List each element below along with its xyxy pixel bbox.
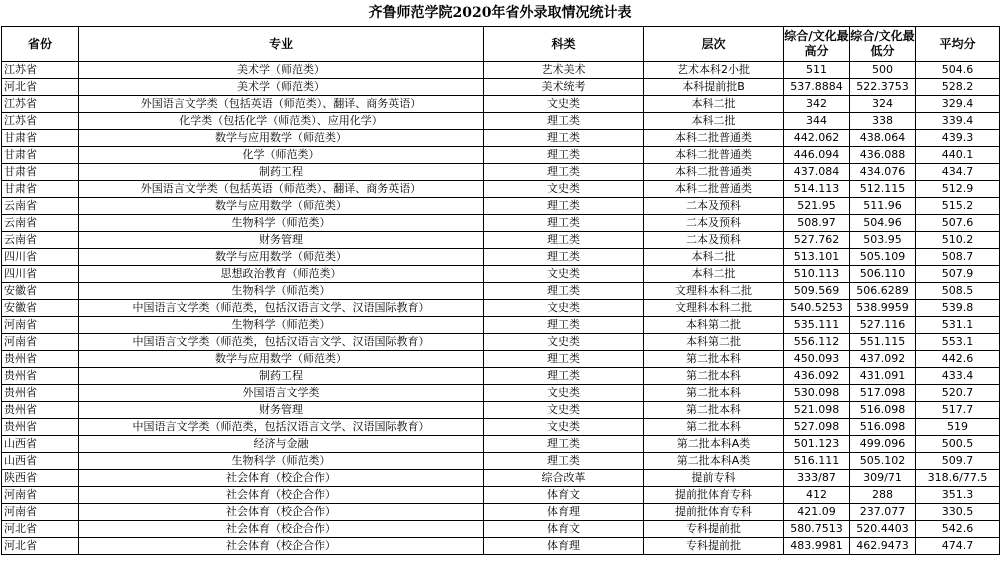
table-row bbox=[2, 249, 1000, 266]
cell-average: 520.7 bbox=[916, 385, 1000, 402]
table-row bbox=[2, 181, 1000, 198]
cell-max-score: 421.09 bbox=[784, 504, 850, 521]
cell-average: 442.6 bbox=[916, 351, 1000, 368]
cell-max-score: 450.093 bbox=[784, 351, 850, 368]
cell-level: 艺术本科2小批 bbox=[644, 62, 784, 79]
cell-average: 515.2 bbox=[916, 198, 1000, 215]
cell-level: 二本及预科 bbox=[644, 215, 784, 232]
cell-min-score: 499.096 bbox=[850, 436, 916, 453]
cell-min-score: 338 bbox=[850, 113, 916, 130]
cell-subject: 理工类 bbox=[484, 130, 644, 147]
cell-subject: 理工类 bbox=[484, 368, 644, 385]
cell-max-score: 556.112 bbox=[784, 334, 850, 351]
cell-level: 文理科本科二批 bbox=[644, 300, 784, 317]
cell-subject: 美术统考 bbox=[484, 79, 644, 96]
cell-subject: 理工类 bbox=[484, 113, 644, 130]
cell-subject: 文史类 bbox=[484, 96, 644, 113]
admission-table bbox=[1, 26, 1000, 555]
cell-average: 351.3 bbox=[916, 487, 1000, 504]
cell-subject: 理工类 bbox=[484, 283, 644, 300]
cell-min-score: 324 bbox=[850, 96, 916, 113]
cell-max-score: 580.7513 bbox=[784, 521, 850, 538]
cell-major: 中国语言文学类（师范类，包括汉语言文学、汉语国际教育） bbox=[79, 300, 484, 317]
cell-province: 贵州省 bbox=[2, 385, 79, 402]
cell-min-score: 288 bbox=[850, 487, 916, 504]
cell-average: 433.4 bbox=[916, 368, 1000, 385]
cell-max-score: 508.97 bbox=[784, 215, 850, 232]
cell-min-score: 538.9959 bbox=[850, 300, 916, 317]
cell-average: 542.6 bbox=[916, 521, 1000, 538]
cell-major: 数学与应用数学（师范类） bbox=[79, 351, 484, 368]
table-row bbox=[2, 62, 1000, 79]
cell-province: 安徽省 bbox=[2, 283, 79, 300]
cell-max-score: 510.113 bbox=[784, 266, 850, 283]
cell-max-score: 509.569 bbox=[784, 283, 850, 300]
table-row bbox=[2, 96, 1000, 113]
cell-min-score: 520.4403 bbox=[850, 521, 916, 538]
cell-subject: 文史类 bbox=[484, 181, 644, 198]
table-row bbox=[2, 402, 1000, 419]
cell-province: 四川省 bbox=[2, 249, 79, 266]
cell-level: 专科提前批 bbox=[644, 538, 784, 555]
header-max-score: 综合/文化最高分 bbox=[784, 27, 850, 62]
cell-subject: 理工类 bbox=[484, 198, 644, 215]
cell-province: 河南省 bbox=[2, 317, 79, 334]
cell-province: 贵州省 bbox=[2, 368, 79, 385]
cell-min-score: 506.110 bbox=[850, 266, 916, 283]
cell-max-score: 511 bbox=[784, 62, 850, 79]
cell-subject: 综合改革 bbox=[484, 470, 644, 487]
cell-min-score: 237.077 bbox=[850, 504, 916, 521]
table-row bbox=[2, 504, 1000, 521]
cell-max-score: 483.9981 bbox=[784, 538, 850, 555]
cell-max-score: 540.5253 bbox=[784, 300, 850, 317]
cell-province: 四川省 bbox=[2, 266, 79, 283]
cell-average: 440.1 bbox=[916, 147, 1000, 164]
cell-major: 化学（师范类） bbox=[79, 147, 484, 164]
table-row bbox=[2, 368, 1000, 385]
cell-major: 生物科学（师范类） bbox=[79, 453, 484, 470]
cell-subject: 理工类 bbox=[484, 215, 644, 232]
cell-level: 本科二批普通类 bbox=[644, 181, 784, 198]
cell-major: 数学与应用数学（师范类） bbox=[79, 130, 484, 147]
cell-major: 社会体育（校企合作） bbox=[79, 538, 484, 555]
table-row bbox=[2, 385, 1000, 402]
cell-major: 中国语言文学类（师范类，包括汉语言文学、汉语国际教育） bbox=[79, 334, 484, 351]
cell-major: 外国语言文学类（包括英语（师范类）、翻译、商务英语） bbox=[79, 96, 484, 113]
table-row bbox=[2, 351, 1000, 368]
cell-major: 财务管理 bbox=[79, 232, 484, 249]
header-province: 省份 bbox=[2, 27, 79, 62]
cell-max-score: 516.111 bbox=[784, 453, 850, 470]
cell-max-score: 535.111 bbox=[784, 317, 850, 334]
table-row bbox=[2, 232, 1000, 249]
cell-average: 339.4 bbox=[916, 113, 1000, 130]
cell-province: 河北省 bbox=[2, 538, 79, 555]
cell-max-score: 501.123 bbox=[784, 436, 850, 453]
table-row bbox=[2, 300, 1000, 317]
cell-average: 329.4 bbox=[916, 96, 1000, 113]
cell-province: 山西省 bbox=[2, 436, 79, 453]
cell-major: 财务管理 bbox=[79, 402, 484, 419]
cell-major: 社会体育（校企合作） bbox=[79, 487, 484, 504]
cell-major: 外国语言文学类 bbox=[79, 385, 484, 402]
cell-max-score: 514.113 bbox=[784, 181, 850, 198]
table-row bbox=[2, 283, 1000, 300]
cell-level: 第二批本科 bbox=[644, 385, 784, 402]
cell-subject: 文史类 bbox=[484, 385, 644, 402]
cell-level: 本科提前批B bbox=[644, 79, 784, 96]
cell-average: 500.5 bbox=[916, 436, 1000, 453]
cell-max-score: 437.084 bbox=[784, 164, 850, 181]
cell-average: 531.1 bbox=[916, 317, 1000, 334]
cell-level: 二本及预科 bbox=[644, 232, 784, 249]
cell-province: 贵州省 bbox=[2, 419, 79, 436]
cell-min-score: 516.098 bbox=[850, 419, 916, 436]
cell-subject: 体育理 bbox=[484, 538, 644, 555]
cell-province: 甘肃省 bbox=[2, 130, 79, 147]
cell-max-score: 344 bbox=[784, 113, 850, 130]
cell-min-score: 309/71 bbox=[850, 470, 916, 487]
cell-min-score: 505.109 bbox=[850, 249, 916, 266]
cell-min-score: 522.3753 bbox=[850, 79, 916, 96]
table-row bbox=[2, 113, 1000, 130]
table-row bbox=[2, 198, 1000, 215]
cell-subject: 理工类 bbox=[484, 453, 644, 470]
cell-province: 河北省 bbox=[2, 79, 79, 96]
table-row bbox=[2, 419, 1000, 436]
cell-min-score: 434.076 bbox=[850, 164, 916, 181]
cell-max-score: 342 bbox=[784, 96, 850, 113]
header-level: 层次 bbox=[644, 27, 784, 62]
cell-level: 第二批本科 bbox=[644, 419, 784, 436]
cell-average: 553.1 bbox=[916, 334, 1000, 351]
cell-min-score: 517.098 bbox=[850, 385, 916, 402]
cell-max-score: 530.098 bbox=[784, 385, 850, 402]
cell-province: 甘肃省 bbox=[2, 181, 79, 198]
cell-min-score: 512.115 bbox=[850, 181, 916, 198]
table-row bbox=[2, 79, 1000, 96]
cell-max-score: 333/87 bbox=[784, 470, 850, 487]
cell-subject: 理工类 bbox=[484, 232, 644, 249]
cell-max-score: 527.762 bbox=[784, 232, 850, 249]
cell-average: 528.2 bbox=[916, 79, 1000, 96]
cell-major: 外国语言文学类（包括英语（师范类）、翻译、商务英语） bbox=[79, 181, 484, 198]
cell-average: 512.9 bbox=[916, 181, 1000, 198]
cell-level: 第二批本科 bbox=[644, 368, 784, 385]
cell-average: 439.3 bbox=[916, 130, 1000, 147]
cell-major: 化学类（包括化学（师范类）、应用化学） bbox=[79, 113, 484, 130]
cell-average: 539.8 bbox=[916, 300, 1000, 317]
cell-min-score: 500 bbox=[850, 62, 916, 79]
cell-min-score: 431.091 bbox=[850, 368, 916, 385]
table-row bbox=[2, 521, 1000, 538]
header-row bbox=[2, 27, 1000, 62]
table-row bbox=[2, 453, 1000, 470]
cell-major: 经济与金融 bbox=[79, 436, 484, 453]
cell-average: 507.6 bbox=[916, 215, 1000, 232]
cell-province: 云南省 bbox=[2, 232, 79, 249]
cell-level: 本科二批 bbox=[644, 96, 784, 113]
cell-min-score: 516.098 bbox=[850, 402, 916, 419]
cell-min-score: 506.6289 bbox=[850, 283, 916, 300]
cell-level: 本科二批 bbox=[644, 249, 784, 266]
cell-province: 陕西省 bbox=[2, 470, 79, 487]
cell-average: 504.6 bbox=[916, 62, 1000, 79]
cell-major: 生物科学（师范类） bbox=[79, 317, 484, 334]
cell-average: 474.7 bbox=[916, 538, 1000, 555]
cell-min-score: 462.9473 bbox=[850, 538, 916, 555]
cell-max-score: 436.092 bbox=[784, 368, 850, 385]
cell-level: 第二批本科 bbox=[644, 351, 784, 368]
cell-min-score: 527.116 bbox=[850, 317, 916, 334]
header-subject: 科类 bbox=[484, 27, 644, 62]
cell-province: 甘肃省 bbox=[2, 147, 79, 164]
cell-major: 思想政治教育（师范类） bbox=[79, 266, 484, 283]
cell-average: 318.6/77.5 bbox=[916, 470, 1000, 487]
header-min-score: 综合/文化最低分 bbox=[850, 27, 916, 62]
cell-province: 安徽省 bbox=[2, 300, 79, 317]
cell-level: 本科二批 bbox=[644, 113, 784, 130]
cell-province: 江苏省 bbox=[2, 96, 79, 113]
cell-level: 本科二批普通类 bbox=[644, 164, 784, 181]
table-row bbox=[2, 147, 1000, 164]
cell-level: 二本及预科 bbox=[644, 198, 784, 215]
cell-subject: 理工类 bbox=[484, 351, 644, 368]
cell-level: 第二批本科A类 bbox=[644, 436, 784, 453]
cell-province: 江苏省 bbox=[2, 62, 79, 79]
cell-average: 508.7 bbox=[916, 249, 1000, 266]
table-row bbox=[2, 266, 1000, 283]
cell-average: 510.2 bbox=[916, 232, 1000, 249]
header-major: 专业 bbox=[79, 27, 484, 62]
cell-major: 社会体育（校企合作） bbox=[79, 470, 484, 487]
cell-subject: 体育文 bbox=[484, 521, 644, 538]
cell-major: 制药工程 bbox=[79, 368, 484, 385]
cell-province: 江苏省 bbox=[2, 113, 79, 130]
cell-level: 专科提前批 bbox=[644, 521, 784, 538]
cell-level: 提前批体育专科 bbox=[644, 487, 784, 504]
cell-min-score: 504.96 bbox=[850, 215, 916, 232]
table-row bbox=[2, 538, 1000, 555]
table-row bbox=[2, 317, 1000, 334]
cell-max-score: 412 bbox=[784, 487, 850, 504]
cell-max-score: 513.101 bbox=[784, 249, 850, 266]
cell-subject: 艺术美术 bbox=[484, 62, 644, 79]
cell-province: 云南省 bbox=[2, 198, 79, 215]
cell-level: 本科第二批 bbox=[644, 317, 784, 334]
cell-subject: 文史类 bbox=[484, 334, 644, 351]
cell-subject: 文史类 bbox=[484, 266, 644, 283]
table-row bbox=[2, 436, 1000, 453]
table-row bbox=[2, 470, 1000, 487]
cell-level: 本科二批普通类 bbox=[644, 130, 784, 147]
cell-major: 美术学（师范类） bbox=[79, 62, 484, 79]
cell-province: 山西省 bbox=[2, 453, 79, 470]
cell-average: 507.9 bbox=[916, 266, 1000, 283]
cell-subject: 体育理 bbox=[484, 504, 644, 521]
cell-average: 517.7 bbox=[916, 402, 1000, 419]
cell-average: 330.5 bbox=[916, 504, 1000, 521]
cell-province: 甘肃省 bbox=[2, 164, 79, 181]
cell-major: 生物科学（师范类） bbox=[79, 283, 484, 300]
cell-level: 第二批本科A类 bbox=[644, 453, 784, 470]
table-row bbox=[2, 215, 1000, 232]
cell-max-score: 537.8884 bbox=[784, 79, 850, 96]
cell-max-score: 527.098 bbox=[784, 419, 850, 436]
cell-average: 509.7 bbox=[916, 453, 1000, 470]
cell-province: 河南省 bbox=[2, 334, 79, 351]
cell-major: 中国语言文学类（师范类，包括汉语言文学、汉语国际教育） bbox=[79, 419, 484, 436]
cell-level: 本科二批普通类 bbox=[644, 147, 784, 164]
cell-subject: 理工类 bbox=[484, 147, 644, 164]
cell-max-score: 521.098 bbox=[784, 402, 850, 419]
cell-province: 河南省 bbox=[2, 487, 79, 504]
cell-province: 河北省 bbox=[2, 521, 79, 538]
cell-subject: 理工类 bbox=[484, 164, 644, 181]
cell-min-score: 503.95 bbox=[850, 232, 916, 249]
cell-province: 河南省 bbox=[2, 504, 79, 521]
cell-major: 社会体育（校企合作） bbox=[79, 504, 484, 521]
cell-level: 第二批本科 bbox=[644, 402, 784, 419]
cell-subject: 文史类 bbox=[484, 419, 644, 436]
cell-level: 本科二批 bbox=[644, 266, 784, 283]
cell-major: 制药工程 bbox=[79, 164, 484, 181]
cell-subject: 文史类 bbox=[484, 300, 644, 317]
cell-subject: 体育文 bbox=[484, 487, 644, 504]
cell-level: 提前专科 bbox=[644, 470, 784, 487]
cell-major: 数学与应用数学（师范类） bbox=[79, 249, 484, 266]
cell-level: 提前批体育专科 bbox=[644, 504, 784, 521]
cell-min-score: 505.102 bbox=[850, 453, 916, 470]
header-average: 平均分 bbox=[916, 27, 1000, 62]
cell-subject: 文史类 bbox=[484, 402, 644, 419]
table-row bbox=[2, 130, 1000, 147]
cell-min-score: 551.115 bbox=[850, 334, 916, 351]
cell-major: 美术学（师范类） bbox=[79, 79, 484, 96]
cell-subject: 理工类 bbox=[484, 436, 644, 453]
cell-province: 云南省 bbox=[2, 215, 79, 232]
cell-max-score: 446.094 bbox=[784, 147, 850, 164]
cell-average: 519 bbox=[916, 419, 1000, 436]
table-row bbox=[2, 164, 1000, 181]
cell-min-score: 438.064 bbox=[850, 130, 916, 147]
cell-level: 文理科本科二批 bbox=[644, 283, 784, 300]
cell-min-score: 511.96 bbox=[850, 198, 916, 215]
cell-major: 生物科学（师范类） bbox=[79, 215, 484, 232]
cell-min-score: 437.092 bbox=[850, 351, 916, 368]
cell-max-score: 521.95 bbox=[784, 198, 850, 215]
cell-province: 贵州省 bbox=[2, 351, 79, 368]
cell-average: 508.5 bbox=[916, 283, 1000, 300]
cell-level: 本科第二批 bbox=[644, 334, 784, 351]
cell-major: 数学与应用数学（师范类） bbox=[79, 198, 484, 215]
cell-subject: 理工类 bbox=[484, 249, 644, 266]
cell-major: 社会体育（校企合作） bbox=[79, 521, 484, 538]
table-row bbox=[2, 334, 1000, 351]
table-row bbox=[2, 487, 1000, 504]
cell-min-score: 436.088 bbox=[850, 147, 916, 164]
cell-province: 贵州省 bbox=[2, 402, 79, 419]
table-title: 齐鲁师范学院2020年省外录取情况统计表 bbox=[368, 5, 632, 21]
cell-subject: 理工类 bbox=[484, 317, 644, 334]
cell-max-score: 442.062 bbox=[784, 130, 850, 147]
cell-average: 434.7 bbox=[916, 164, 1000, 181]
